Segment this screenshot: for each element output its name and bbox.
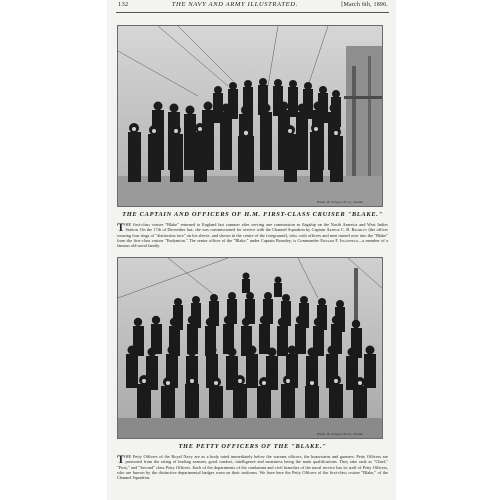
article-top-text-3: —a member of a famous old naval family. (117, 238, 389, 249)
commander-name: Edward F. Inglefield (320, 238, 358, 244)
page-number: 132 (118, 1, 129, 8)
caption-top: THE CAPTAIN AND OFFICERS OF H.M. FIRST-CLASS CRUISER "BLAKE." (122, 211, 383, 218)
captain-name: Arthur C. B. Bromley (326, 227, 368, 233)
article-top-text-1: HE first-class cruiser "Blake" returned to England last summer after serving one commission as flagship on the North America and West Indies Station. On the 17th of December last, she was commissioned for service with the Channel Squadron by Captain (125, 222, 388, 233)
officers-photo (117, 25, 383, 207)
publication-title: THE NAVY AND ARMY ILLUSTRATED. (171, 1, 298, 8)
article-bottom-text: HE Petty Officers of the Royal Navy are as a body rated immediately below the warrant officers, the boatswains and gunners. Petty Officers are promoted from the rating of leading seamen, good conduct, intelligence and smartness being the main qualifications. They take rank as "Chief," "First," and "Second" class Petty Officers. Each of the departments of the combatant and civil branches of the naval service has its staff of Petty Officers, who are known by the distinctive departmental badges worn on their uniforms. We have here the Petty Officers of the first-class cruiser "Blake," of the Channel Squadron. (117, 454, 388, 481)
dropcap-bottom: T (117, 453, 125, 466)
header-rule (116, 12, 389, 13)
photo-credit-top: Photo. W. Gregory & Co., Strand. (317, 200, 364, 204)
running-head (118, 1, 388, 12)
issue-date: [March 6th, 1896. (341, 2, 388, 8)
petty-officers-photo (117, 257, 383, 439)
photo-credit-bottom: Photo. W. Gregory & Co., Strand. (317, 432, 364, 436)
article-top-text-2: (the officer wearing four rings of "distinction lace" on his sleeve, and shown in the centre of the foreground), who, with officers and men turned over into the "Blake" from the first-class cruiser "Endymion." The senior officer of the "Blake," under Captain Bromley, is Commander (117, 227, 389, 244)
article-bottom (117, 454, 388, 489)
caption-bottom: THE PETTY OFFICERS OF THE "BLAKE." (178, 443, 327, 450)
article-top (117, 222, 388, 252)
dropcap-top: T (117, 221, 125, 234)
